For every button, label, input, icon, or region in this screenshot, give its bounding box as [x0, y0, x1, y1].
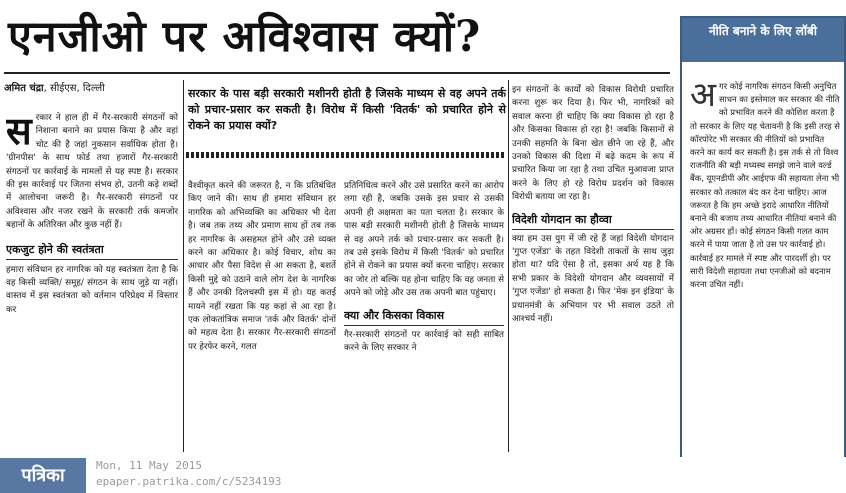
column-2-text: वैश्वीकृत करने की जरूरत है, न कि प्रतिबंधित किए जाने की। साथ ही हमारा संविधान हर नागरिक को अभिव्यक्ति का अधिकार भी देता है। जब तक तथ्य और प्रमाण साथ हों तब तक हर नागरिक के असहमत होने और उसे व्यक्त करने का अधिकार है। कोई विचार, शोध का आधार और पैसा विदेश से आ सकता है, बशर्ते किसी मुद्दे को उठाने वाले लोग देश के नागरिक हैं और उनकी दिलचस्पी इस में हो। यह कतई मायने नहीं रखता कि यह कहां से आ रहा है। एक लोकतांत्रिक समाज 'तर्क और वितर्क' दोनों को महत्व देता है। सरकार गैर-सरकारी संगठनों पर हेरफेर करने, गलत	[188, 181, 336, 352]
headline: एनजीओ पर अविश्वास क्यों?	[8, 12, 482, 62]
column-divider	[508, 80, 509, 452]
column-4-text: इन संगठनों के कार्यों को विकास विरोधी प्रचारित करना शुरू कर दिया है। फिर भी, नागरिकों को सवाल करना ही चाहिए कि क्या विकास हो रहा है और किसका विकास हो रहा है! जबकि किसानों से उनकी सहमति के बिना खेत छीने जा रहे हैं, और उनको विकास की दिशा में बढ़े कदम के रूप में प्रचारित किया जा रहा है तथा उचित मुआवजा प्राप्त करने के लिए हो रहे विरोध प्रदर्शन को विकास विरोधी बताया जा रहा है।	[512, 85, 674, 203]
column-1-para2: हमारा संविधान हर नागरिक को यह स्वतंत्रता देता है कि वह किसी व्यक्ति/ समूह/ संगठन के साथ जुड़े या नहीं। वास्तव में इस स्वतंत्रता को वर्तमान परिप्रेक्ष्य में विस्तार कर	[6, 264, 178, 315]
column-3	[344, 180, 504, 452]
footer-meta	[96, 458, 281, 490]
sidebar-title: नीति बनाने के लिए लॉबी	[682, 18, 844, 62]
sidebar-body: गर कोई नागरिक संगठन किसी अनुचित साधन का इस्तेमाल कर सरकार की नीति को प्रभावित करने की कोशिश करता है तो सरकार के लिए यह चेतावनी है कि इसी तरह से कॉरपोरेट भी सरकार की नीतियों को प्रभावित करने का कार्य कर सकती है। इस तर्क से तो विश्व राजनीति की बड़ी मध्यस्थ समझे जाने वाले वर्ल्ड बैंक, यूएनडीपी और आईएफ की सहायता लेना भी सरकार को तत्काल बंद कर देना चाहिए। आज जरूरत है कि हम अच्छे इरादे आधारित नीतियों बनाने की बजाय तथ्य आधारित नीतियां बनाने की ओर अग्रसर हों। कोई संगठन किसी गलत काम करने में पाया जाता है तो उस पर कार्रवाई हो। कार्रवाई हर मामले में स्पष्ट और पारदर्शी हो। पर सारी विदेशी सहायता तथा एनजीओ को बदनाम करना उचित नहीं।	[690, 81, 840, 290]
column-4-para2: क्या हम उस युग में जी रहे हैं जहां विदेशी योगदान 'गुप्त एजेंडा' के तहत विदेशी ताकतों के साथ जुड़ा होता था? यदि ऐसा है तो, इसका अर्थ यह है कि सभी प्रकार के विदेशी योगदान और व्यवसायों में 'गुप्त एजेंडा' हो सकता है। फिर 'मेक इन इंडिया' के प्रधानमंत्री के अभियान पर भी सवाल उठते तो आश्चर्य नहीं।	[512, 233, 674, 325]
byline	[4, 82, 179, 95]
column-3-para2: गैर-सरकारी संगठनों पर कार्रवाई को सही साबित करने के लिए सरकार ने	[344, 329, 504, 354]
pull-quote-rule	[186, 152, 506, 158]
subhead-foreign-contribution: विदेशी योगदान का हौव्वा	[512, 211, 674, 230]
column-1	[6, 112, 178, 452]
column-3-text: प्रतिनिधित्व करने और उसे प्रसारित करने का आरोप लगा रही है, जबकि उसके इस प्रचार से उसकी अपनी ही अक्षमता का पता चलता है। सरकार के पास बड़ी सरकारी मशीनरी होती है जिसके माध्यम से वह अपने तर्क को प्रचार-प्रसार कर सकती है। तब उसे इसके विरोध में किसी 'वितर्क' को प्रचारित होने से रोकने का प्रयास क्यों करना चाहिए। सरकार का जोर तो बल्कि यह होना चाहिए कि वह जनता से अपने को जोड़े और उस तक अपनी बात पहुंचाए।	[344, 181, 504, 299]
column-1-intro: रकार ने हाल ही में गैर-सरकारी संगठनों को निशाना बनाने का प्रयास किया है और वहां चोट की है जहां नुकसान सर्वाधिक होता है। 'ग्रीनपीस' के साथ फोर्ड तथा हजारों गैर-सरकारी संगठनों पर कार्रवाई के मामलों से यह स्पष्ट है। सरकार की इस कार्रवाई पर जितना संभव हो, उतनी कड़े शब्दों में आलोचना जरूरी है। गैर-सरकारी संगठनों पर अविश्वास और नजर रखने के सरकारी तर्क कमजोर बहानों के अतिरिक्त और कुछ नहीं हैं।	[6, 113, 178, 231]
column-2	[188, 180, 336, 452]
footer-date: Mon, 11 May 2015	[96, 459, 202, 472]
sidebar-text	[690, 80, 840, 452]
dropcap: स	[6, 112, 32, 153]
headline-rule	[4, 72, 670, 74]
patrika-logo: पत्रिका	[0, 458, 86, 493]
pull-quote: सरकार के पास बड़ी सरकारी मशीनरी होती है जिसके माध्यम से वह अपने तर्क को प्रचार-प्रसार कर सकती है। विरोध में किसी 'वितर्क' को प्रचारित होने से रोकने का प्रयास क्यों?	[188, 87, 506, 132]
author-name: अमित चंद्रा	[4, 83, 44, 94]
column-4	[512, 84, 674, 452]
column-divider	[183, 80, 184, 452]
sidebar-dropcap: अ	[690, 80, 716, 115]
subhead-freedom: एकजुट होने की स्वतंत्रता	[6, 241, 178, 260]
footer-url[interactable]: epaper.patrika.com/c/5234193	[96, 475, 282, 488]
subhead-development: क्या और किसका विकास	[344, 307, 504, 326]
author-affiliation: , सीईएस, दिल्ली	[43, 83, 105, 94]
